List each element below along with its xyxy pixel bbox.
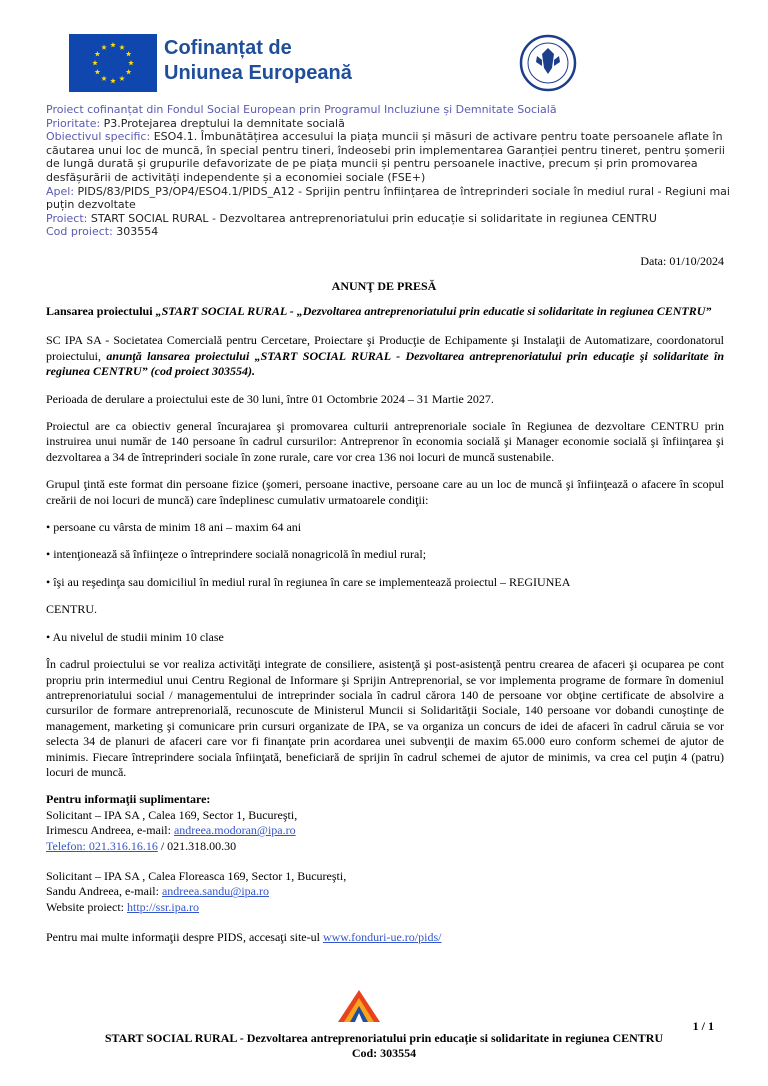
project-label: Proiect: [46,211,88,225]
website-label: Website proiect: [46,899,128,914]
call-line [46,185,732,212]
priority-label: Prioritate: [46,116,101,130]
cofinancing-line: Proiect cofinanțat din Fondul Social European prin Programul Incluziune și Demnitate Socială [46,103,557,116]
objective-line [46,130,732,184]
document-date: Data: 01/10/2024 [640,254,724,268]
ipa-logo-icon [336,988,382,1024]
footer-code: Cod: 303554 [351,1046,417,1060]
period-paragraph: Perioada de derulare a proiectului este de 30 luni, între 01 Octombrie 2024 – 31 Martie 2027. [46,391,494,406]
company-announcement: anunţă lansarea proiectului „START SOCIAL RURAL - Dezvoltarea antreprenoriatului prin educaţie şi solidaritate în regiunea CENTRU” (cod proiect 303554). [46,348,725,379]
eu-cofinancing-title [164,36,352,86]
pids-text: Pentru mai multe informaţii despre PIDS, accesaţi site-ul [46,930,323,945]
code-label: Cod proiect: [46,225,113,239]
contact2-address: Solicitant – IPA SA , Calea Floreasca 169, Sector 1, Bucureşti, [46,868,347,883]
project-info-block [46,103,732,239]
contact-section [46,792,724,915]
contact2-name: Sandu Andreea, e-mail: [46,884,162,899]
eu-title-line1: Cofinanțat de [164,37,292,59]
contact1-email-line [46,823,724,838]
document-body [46,304,724,955]
spacer [46,854,724,869]
footer-project-desc: - Dezvoltarea antreprenoriatului prin educație si solidaritate in regiunea CENTRU [236,1031,664,1045]
eu-title-line2: Uniunea Europeană [164,62,352,84]
objective-value: ESO4.1. Îmbunătățirea accesului la piața muncii și măsuri de activare pentru toate persoanele aflate în căutarea unui loc de muncă, în special pentru tineri, îndeosebi prin implementarea Garanției pentru tineret, pentru șomerii de lungă durată și grupurile defavorizate de pe piața muncii și pentru persoanele inactive, precum și prin promovarea desfășurării de activități independente și a economiei sociale (FSE+) [46,130,725,184]
objective-label: Obiectivul specific: [46,130,151,144]
contact2-email-link[interactable]: andreea.sandu@ipa.ro [161,884,269,899]
romanian-government-seal-icon [519,34,577,92]
contact1-address: Solicitant – IPA SA , Calea 169, Sector 1, Bucureşti, [46,807,298,822]
page-title: ANUNŢ DE PRESĂ [331,279,437,293]
contact1-email-link[interactable]: andreea.modoran@ipa.ro [173,823,296,838]
project-line [46,212,732,226]
condition-age: • persoane cu vârsta de minim 18 ani – maxim 64 ani [46,520,302,535]
contact1-name: Irimescu Andreea, e-mail: [46,823,174,838]
condition-education: • Au nivelul de studii minim 10 clase [46,629,224,644]
phone-link[interactable]: 021.316.16.16 [88,838,158,853]
pids-line [46,930,724,945]
launch-project-name: „START SOCIAL RURAL - „Dezvoltarea antreprenoriatului prin educatie si solidaritate in regiunea CENTRU” [155,304,712,318]
project-value: START SOCIAL RURAL - Dezvoltarea antreprenoriatului prin educație si solidaritate in regiunea CENTRU [90,211,657,225]
launch-paragraph [46,304,724,319]
pids-link[interactable]: www.fonduri-ue.ro/pids/ [322,930,442,945]
contact-heading: Pentru informaţii suplimentare: [46,792,211,807]
code-value: 303554 [116,225,159,239]
priority-value: P3.Protejarea dreptului la demnitate socială [103,116,345,130]
call-value: PIDS/83/PIDS_P3/OP4/ESO4.1/PIDS_A12 - Sprijin pentru înființarea de întreprinderi sociale în mediul rural - Regiuni mai puțin dezvoltate [46,184,730,212]
website-link[interactable]: http://ssr.ipa.ro [127,899,200,914]
objective-paragraph: Proiectul are ca obiectiv general încurajarea şi promovarea culturii antreprenoriale sociale în Regiunea de dezvoltare CENTRU prin instruirea unui număr de 140 persoane în cadrul cursurilor: Antreprenor în economia socială şi Manager economie socială şi înfiinţarea şi dezvoltarea a 34 de întreprinderi sociale în zone rurale, care vor crea 136 noi locuri de muncă sustenabile. [46,419,724,464]
condition-residence-cont: CENTRU. [46,602,97,617]
activities-paragraph: În cadrul proiectului se vor realiza activităţi integrate de consiliere, asistenţă şi post-asistenţă pentru crearea de afaceri şi ocuparea pe cont propriu prin intermediul unui Centru Regional de Informare şi Sprijin Antreprenorial, se vor implementa programe de formare în domeniul antreprenoriatului social / managementului de intreprinder sociala în cadrul cărora 140 de persoane vor obţine certificate de absolvire a cursurilor de formare antreprenorială, recunoscute de Ministerul Muncii si Solidarităţii Sociale, 140 persoane vor dobandi cunoştinţe de management, marketing şi comunicare prin cursuri organizate de IPA, se va organiza un concurs de idei de afaceri în cadrul căruia se vor selecta 34 de planuri de afaceri care vor fi finanţate prin acordarea unei subvenţii de maxim 65.000 euro conform schemei de ajutor de minimis. Fiecare întreprindere sociala înfiinţată, beneficiară de sprijin în cadrul schemei de ajutor de minimis, va crea cel puţin 4 (patru) locuri de muncă. [46,657,724,779]
launch-prefix: Lansarea proiectului [46,304,156,318]
contact2-email-line [46,884,724,899]
company-text: SC IPA SA - Societatea Comercială pentru Cercetare, Proiectare şi Producţie de Echipamente şi Instalaţii de Automatizare, coordonatorul proiectului, [46,333,724,363]
contact1-phone-line [46,839,724,854]
condition-residence: • îşi au reşedinţa sau domiciliul în mediul rural în regiunea în care se implementează proiectul – REGIUNEA [46,574,571,589]
phone-label[interactable]: Telefon: [46,838,89,853]
condition-enterprise: • intenţionează să înfiinţeze o întreprindere socială nonagricolă în mediul rural; [46,547,427,562]
call-label: Apel: [46,184,75,198]
priority-line [46,117,732,131]
phone-rest: / 021.318.00.30 [157,838,237,853]
page-number: 1 / 1 [692,1019,714,1033]
eu-flag-icon [69,34,157,92]
code-line [46,225,732,239]
footer-project-name: START SOCIAL RURAL [104,1031,237,1045]
footer [0,1031,768,1061]
company-paragraph [46,333,724,379]
footer-project-line [0,1031,768,1046]
website-line [46,900,724,915]
target-group-paragraph: Grupul ţintă este format din persoane fizice (şomeri, persoane inactive, persoane care au un loc de muncă şi înfiinţează o afacere în scopul creării de noi locuri de muncă) care îndeplinesc cumulativ urmatoarele condiţii: [46,477,724,507]
